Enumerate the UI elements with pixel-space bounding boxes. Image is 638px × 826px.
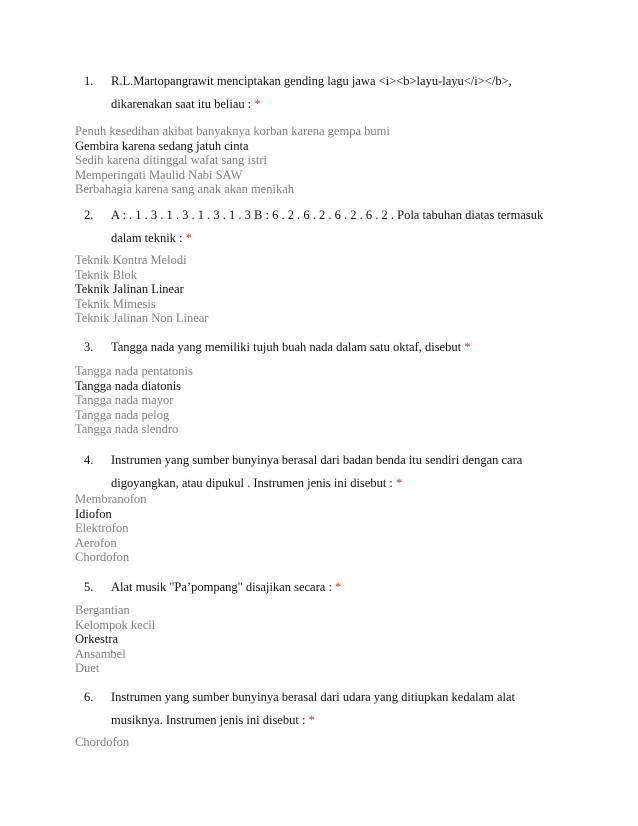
question-number: 4. <box>84 453 94 467</box>
question-3 <box>84 336 554 359</box>
option-item[interactable]: Chordofon <box>75 735 130 749</box>
required-asterisk: * <box>308 713 315 727</box>
question-number: 2. <box>84 208 94 222</box>
option-item[interactable]: Duet <box>75 661 100 676</box>
options-list-1 <box>75 124 475 197</box>
required-asterisk: * <box>335 580 342 594</box>
option-item[interactable]: Tangga nada slendro <box>75 422 179 437</box>
required-asterisk: * <box>254 97 261 111</box>
option-item[interactable]: Teknik Blok <box>75 267 137 282</box>
option-item[interactable]: Teknik Jalinan Non Linear <box>75 311 209 326</box>
option-item-selected[interactable]: Teknik Jalinan Linear <box>75 282 184 297</box>
option-item[interactable]: Membranofon <box>75 492 147 506</box>
question-text: Tangga nada yang memiliki tujuh buah nada dalam satu oktaf, disebut <box>111 340 462 354</box>
question-text-wrapper <box>111 70 554 116</box>
option-item[interactable]: Teknik Kontra Melodi <box>75 253 187 267</box>
question-text-wrapper <box>111 686 554 732</box>
option-item[interactable]: Elektrofon <box>75 521 129 536</box>
option-item-selected[interactable]: Tangga nada diatonis <box>75 378 182 393</box>
option-item[interactable]: Aerofon <box>75 535 117 550</box>
question-text: Alat musik "Pa’pompang" disajikan secara : <box>111 580 332 594</box>
question-4 <box>84 449 554 495</box>
option-item[interactable]: Teknik Mimesis <box>75 296 156 311</box>
option-item[interactable]: Tangga nada pelog <box>75 407 170 422</box>
question-text: R.L.Martopangrawit menciptakan gending lagu jawa <i><b>layu-layu</i></b>, dikarenakan saat itu beliau : <box>111 74 512 111</box>
question-text-wrapper <box>111 449 554 495</box>
option-item-selected[interactable]: Gembira karena sedang jatuh cinta <box>75 138 249 153</box>
option-item-selected[interactable]: Orkestra <box>75 632 119 647</box>
question-1 <box>84 70 554 116</box>
question-number: 3. <box>84 340 94 354</box>
option-item[interactable]: Bergantian <box>75 603 130 617</box>
question-text-wrapper <box>111 576 554 599</box>
option-item[interactable]: Tangga nada mayor <box>75 393 174 408</box>
required-asterisk: * <box>185 231 192 245</box>
question-text: Instrumen yang sumber bunyinya berasal dari badan benda itu sendiri dengan cara digoyangkan, atau dipukul . Instrumen jenis ini disebut : <box>111 453 523 490</box>
question-6 <box>84 686 554 732</box>
options-list-2 <box>75 253 475 326</box>
question-2 <box>84 204 554 250</box>
required-asterisk: * <box>464 340 471 354</box>
options-list-4 <box>75 492 475 565</box>
option-item[interactable]: Berbahagia karena sang anak akan menikah <box>75 182 294 197</box>
option-item[interactable]: Kelompok kecil <box>75 617 156 632</box>
options-list-6 <box>75 735 475 750</box>
question-5 <box>84 576 554 599</box>
options-list-3 <box>75 364 475 437</box>
option-item[interactable]: Ansambel <box>75 646 126 661</box>
option-item[interactable]: Chordofon <box>75 550 130 565</box>
question-text: A : . 1 . 3 . 1 . 3 . 1 . 3 . 1 . 3 B : 6 . 2 . 6 . 2 . 6 . 2 . 6 . 2 . Pola tabuhan diatas termasuk dalam teknik : <box>111 208 544 245</box>
question-text-wrapper <box>111 336 554 359</box>
question-text: Instrumen yang sumber bunyinya berasal dari udara yang ditiupkan kedalam alat musiknya. Instrumen jenis ini disebut : <box>111 690 516 727</box>
question-number: 1. <box>84 74 94 88</box>
question-text-wrapper <box>111 204 554 250</box>
option-item[interactable]: Sedih karena ditinggal wafat sang istri <box>75 153 267 168</box>
option-item[interactable]: Penuh kesedihan akibat banyaknya korban karena gempa bumi <box>75 124 390 138</box>
options-list-5 <box>75 603 475 676</box>
question-number: 6. <box>84 690 94 704</box>
option-item[interactable]: Memperingati Maulid Nabi SAW <box>75 167 243 182</box>
option-item-selected[interactable]: Idiofon <box>75 506 112 521</box>
required-asterisk: * <box>396 476 403 490</box>
option-item[interactable]: Tangga nada pentatonis <box>75 364 193 378</box>
question-number: 5. <box>84 580 94 594</box>
